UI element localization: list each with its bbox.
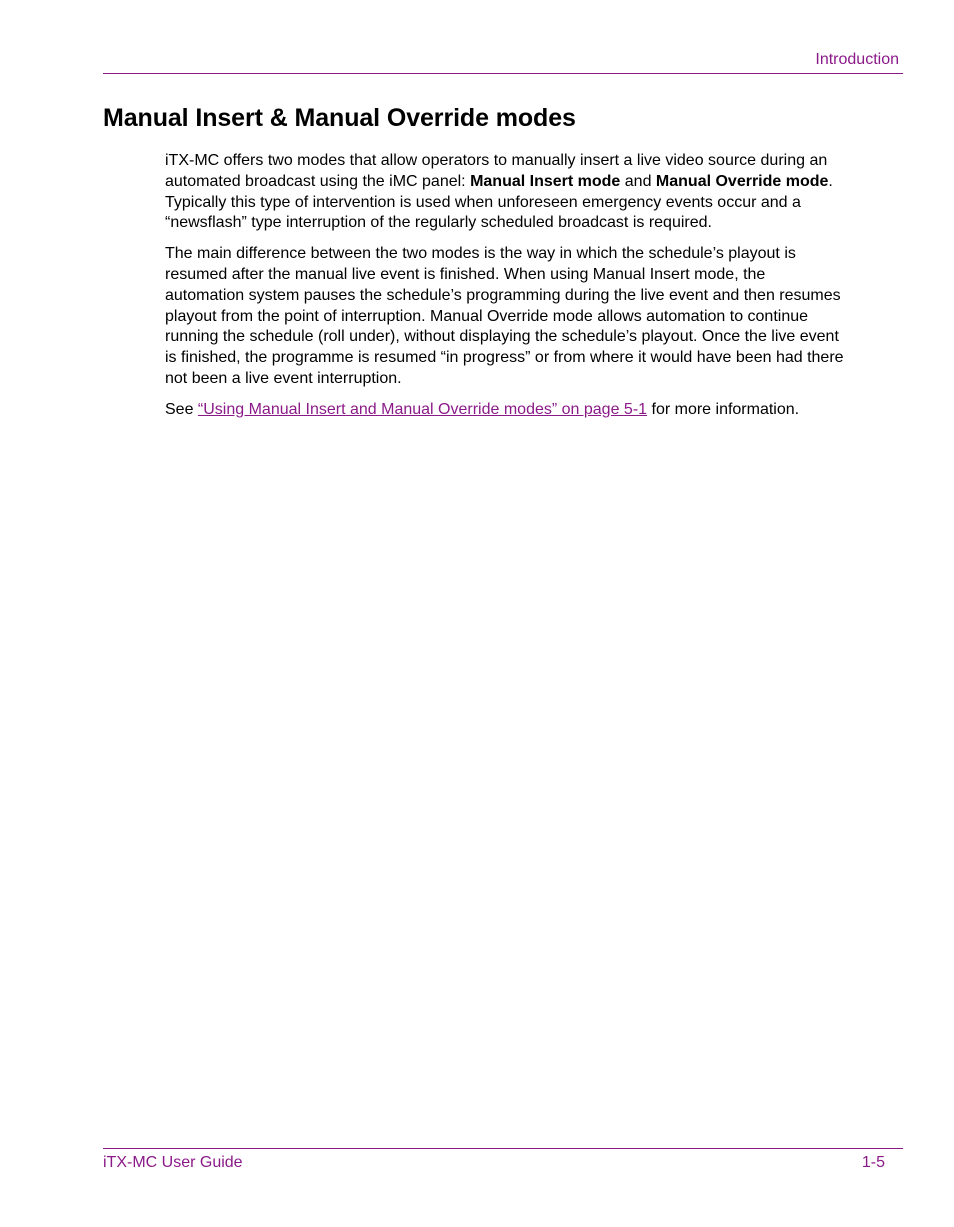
paragraph-differences: The main difference between the two modes is the way in which the schedule’s playout is resumed after the manual live event is finished. When using Manual Insert mode, the automation system pauses the schedule’s programming during the live event and then resumes playout from the point of interruption. Manual Override mode allows automation to continue running the schedule (roll under), without displaying the schedule’s playout. Once the live event is finished, the programme is resumed “in progress” or from where it would have been had there not been a live event interruption. xyxy=(165,245,844,387)
section-heading: Manual Insert & Manual Override modes xyxy=(103,104,576,132)
paragraph-text: and xyxy=(620,172,656,190)
paragraph-see-also xyxy=(165,400,845,421)
body-text xyxy=(165,151,845,431)
footer-page-number: 1-5 xyxy=(861,1154,885,1171)
bold-term-manual-override: Manual Override mode xyxy=(655,172,829,190)
paragraph-text: iTX-MC offers two modes that allow operators to manually insert a live video source during an automated broadcast using the iMC panel: xyxy=(165,152,828,190)
footer-guide-title: iTX-MC User Guide xyxy=(103,1154,243,1171)
header-section-title: Introduction xyxy=(815,51,899,68)
paragraph-text: for more information. xyxy=(647,400,800,418)
page-footer xyxy=(103,1148,903,1171)
bold-term-manual-insert: Manual Insert mode xyxy=(470,172,621,190)
paragraph-text: See xyxy=(165,400,198,418)
paragraph-modes-intro xyxy=(165,151,845,234)
paragraph-text: . Typically this type of intervention is used when unforeseen emergency events occur and a “newsflash” type interruption of the regularly scheduled broadcast is required. xyxy=(165,172,833,232)
cross-reference-link[interactable]: “Using Manual Insert and Manual Override modes” on page 5-1 xyxy=(197,400,648,418)
page-header xyxy=(103,48,903,74)
